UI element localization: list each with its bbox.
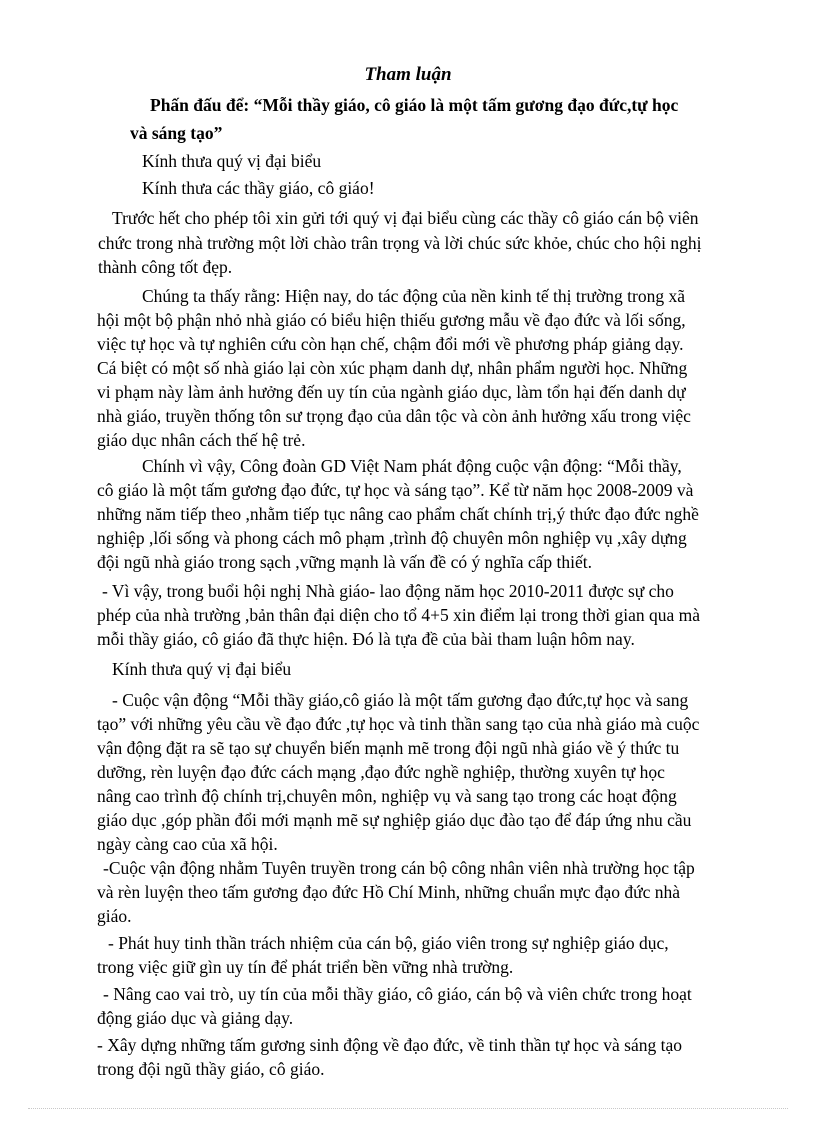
- paragraph-4-line: phép của nhà trường ,bản thân đại diện cho tổ 4+5 xin điểm lại trong thời gian qua mà: [97, 605, 701, 625]
- greeting-delegates-repeat: Kính thưa quý vị đại biểu: [112, 659, 292, 679]
- paragraph-5-line: - Cuộc vận động “Mỗi thầy giáo,cô giáo là một tấm gương đạo đức,tự học và sang: [112, 690, 689, 710]
- paragraph-5-line: vận động đặt ra sẽ tạo sự chuyển biến mạnh mẽ trong đội ngũ nhà giáo về ý thức tu: [97, 738, 680, 758]
- paragraph-5-line: ngày càng cao của xã hội.: [97, 834, 278, 854]
- paragraph-1-line: Trước hết cho phép tôi xin gửi tới quý vị đại biểu cùng các thầy cô giáo cán bộ viên: [112, 208, 699, 228]
- document-title: Tham luận: [364, 64, 452, 85]
- paragraph-1-line: thành công tốt đẹp.: [98, 257, 233, 277]
- paragraph-3-line: cô giáo là một tấm gương đạo đức, tự học và sáng tạo”. Kể từ năm học 2008-2009 và: [97, 480, 694, 500]
- paragraph-9-line: trong đội ngũ thầy giáo, cô giáo.: [97, 1059, 325, 1079]
- greeting-delegates: Kính thưa quý vị đại biểu: [142, 151, 322, 171]
- paragraph-7-line: - Phát huy tinh thần trách nhiệm của cán bộ, giáo viên trong sự nghiệp giáo dục,: [108, 933, 669, 953]
- paragraph-9-line: - Xây dựng những tấm gương sinh động về đạo đức, về tinh thần tự học và sáng tạo: [97, 1035, 682, 1055]
- document-subtitle-continued: và sáng tạo”: [130, 123, 223, 143]
- paragraph-2-line: việc tự học và tự nghiên cứu còn hạn chế, chậm đổi mới về phương pháp giảng dạy.: [97, 334, 684, 354]
- page-bottom-divider: [28, 1108, 788, 1109]
- paragraph-2-line: nhà giáo, truyền thống tôn sư trọng đạo của dân tộc và còn ảnh hưởng xấu trong việc: [97, 406, 691, 426]
- paragraph-1-line: chức trong nhà trường một lời chào trân trọng và lời chúc sức khỏe, chúc cho hội nghị: [98, 233, 702, 253]
- greeting-teachers: Kính thưa các thầy giáo, cô giáo!: [142, 178, 375, 198]
- paragraph-6-line: giáo.: [97, 906, 132, 926]
- paragraph-4-line: mỗi thầy giáo, cô giáo đã thực hiện. Đó là tựa đề của bài tham luận hôm nay.: [97, 629, 635, 649]
- paragraph-3-line: những năm tiếp theo ,nhằm tiếp tục nâng cao phẩm chất chính trị,ý thức đạo đức nghề: [97, 504, 699, 524]
- paragraph-5-line: giáo dục ,góp phần đổi mới mạnh mẽ sự nghiệp giáo dục đào tạo để đáp ứng nhu cầu: [97, 810, 692, 830]
- paragraph-6-line: -Cuộc vận động nhằm Tuyên truyền trong cán bộ công nhân viên nhà trường học tập: [103, 858, 695, 878]
- paragraph-3-line: Chính vì vậy, Công đoàn GD Việt Nam phát động cuộc vận động: “Mỗi thầy,: [142, 456, 682, 476]
- paragraph-8-line: - Nâng cao vai trò, uy tín của mỗi thầy giáo, cô giáo, cán bộ và viên chức trong hoạt: [103, 984, 692, 1004]
- paragraph-3-line: nghiệp ,lối sống và phong cách mô phạm ,trình độ chuyên môn nghiệp vụ ,xây dựng: [97, 528, 687, 548]
- paragraph-2-line: vi phạm này làm ảnh hưởng đến uy tín của ngành giáo dục, làm tổn hại đến danh dự: [97, 382, 686, 402]
- paragraph-3-line: đội ngũ nhà giáo trong sạch ,vững mạnh là vấn đề có ý nghĩa cấp thiết.: [97, 552, 592, 572]
- paragraph-8-line: động giáo dục và giảng dạy.: [97, 1008, 294, 1028]
- paragraph-2-line: giáo dục nhân cách thế hệ trẻ.: [97, 430, 306, 450]
- paragraph-5-line: tạo” với những yêu cầu về đạo đức ,tự học và tinh thần sang tạo của nhà giáo mà cuộc: [97, 714, 700, 734]
- paragraph-2-line: Chúng ta thấy rằng: Hiện nay, do tác động của nền kinh tế thị trường trong xã: [142, 286, 685, 306]
- paragraph-4-line: - Vì vậy, trong buổi hội nghị Nhà giáo- lao động năm học 2010-2011 được sự cho: [102, 581, 674, 601]
- paragraph-6-line: và rèn luyện theo tấm gương đạo đức Hồ Chí Minh, những chuẩn mực đạo đức nhà: [97, 882, 681, 902]
- document-subtitle: Phấn đấu để: “Mỗi thầy giáo, cô giáo là một tấm gương đạo đức,tự học: [150, 95, 679, 115]
- paragraph-2-line: hội một bộ phận nhỏ nhà giáo có biểu hiện thiếu gương mẫu về đạo đức và lối sống,: [97, 310, 686, 330]
- paragraph-7-line: trong việc giữ gìn uy tín để phát triển bền vững nhà trường.: [97, 957, 514, 977]
- paragraph-2-line: Cá biệt có một số nhà giáo lại còn xúc phạm danh dự, nhân phẩm người học. Những: [97, 358, 688, 378]
- paragraph-5-line: dưỡng, rèn luyện đạo đức cách mạng ,đạo đức nghề nghiệp, thường xuyên tự học: [97, 762, 665, 782]
- paragraph-5-line: nâng cao trình độ chính trị,chuyên môn, nghiệp vụ và sang tạo trong các hoạt động: [97, 786, 677, 806]
